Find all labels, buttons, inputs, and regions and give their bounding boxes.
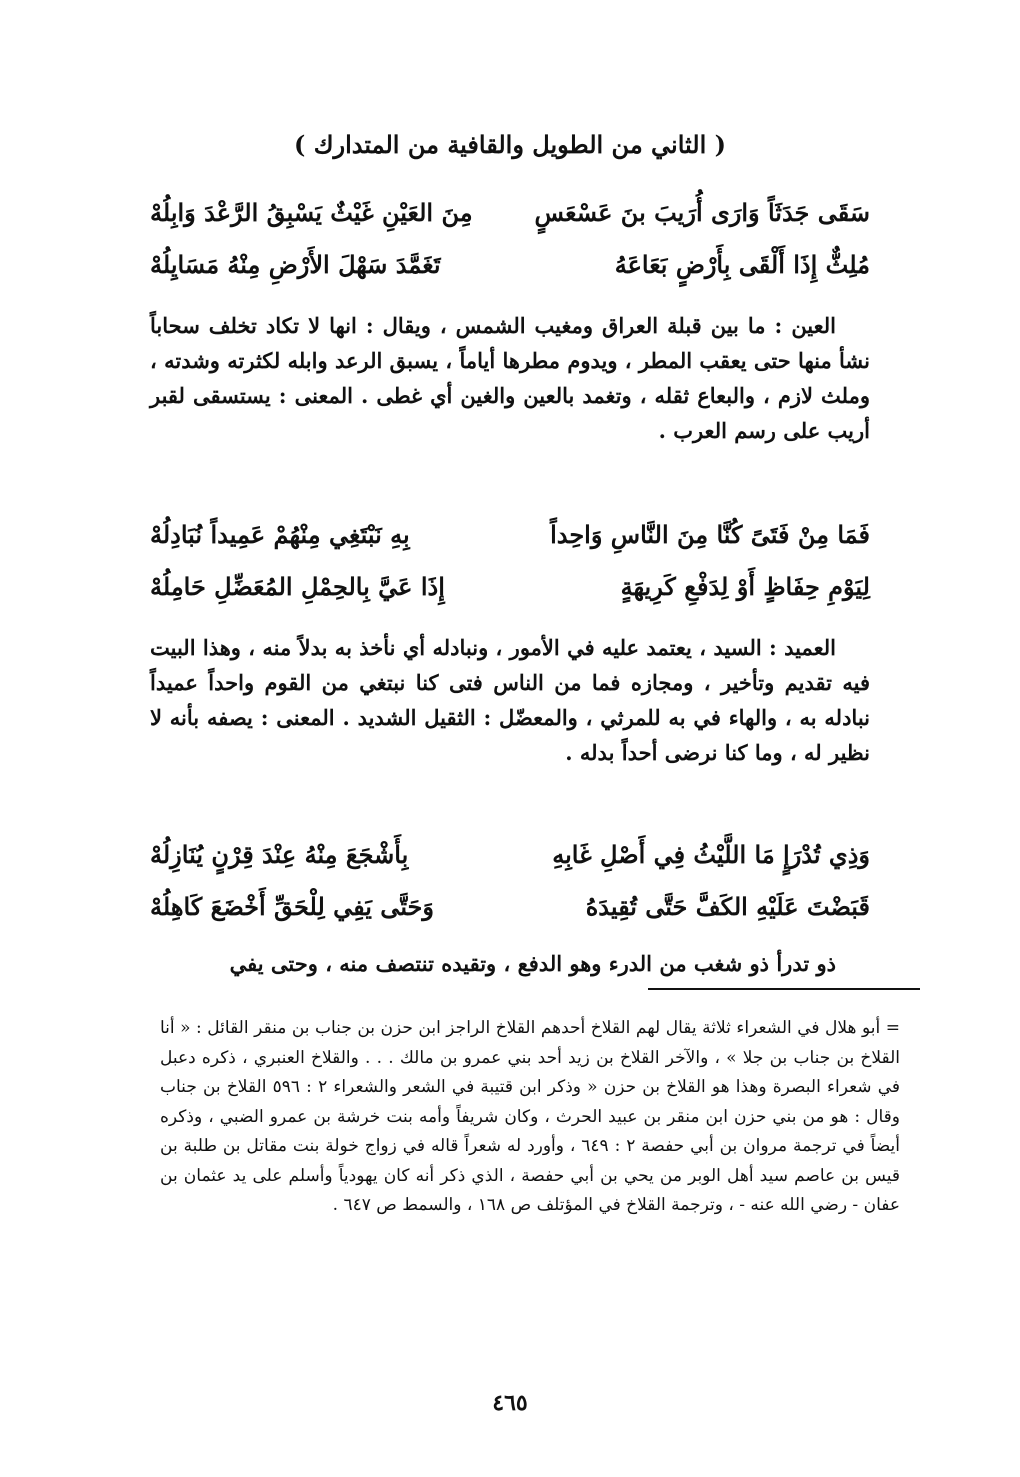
verse-line (150, 238, 870, 290)
verse-second-hemistich: بِهِ نَبْتَغِي مِنْهُمْ عَمِيداً نُبَادِلُهْ (150, 519, 410, 549)
commentary-paragraph-1: العين : ما بين قبلة العراق ومغيب الشمس ، ويقال : انها لا تكاد تخلف سحاباً نشأ منها حتى يعقب المطر ، ويدوم مطرها أياماً ، يسبق الرعد وابله لكثرته وشدته ، وملث لازم ، والبعاع ثقله ، وتغمد بالعين والغين أي غطى . المعنى : يستسقى لقبر أريب على رسم العرب . (150, 313, 870, 443)
verse-second-hemistich: تَغَمَّدَ سَهْلَ الأَرْضِ مِنْهُ مَسَايِلُهْ (150, 249, 441, 279)
verse-first-hemistich: لِيَوْمِ حِفَاظٍ أَوْ لِدَفْعِ كَرِيهَةٍ (620, 571, 870, 601)
verse-first-hemistich: فَمَا مِنْ فَتَىً كُنَّا مِنَ النَّاسِ وَاحِداً (550, 519, 870, 549)
verse-line (150, 828, 870, 880)
verse-line (150, 508, 870, 560)
verse-second-hemistich: بِأَشْجَعَ مِنْهُ عِنْدَ قِرْنٍ يُنَازِلُهْ (150, 839, 409, 869)
verse-first-hemistich: مُلِثٌّ إِذَا أَلْقَى بِأَرْضٍ بَعَاعَهُ (614, 249, 870, 279)
footnote-separator (648, 988, 920, 990)
verse-block-1 (150, 186, 870, 290)
verse-second-hemistich: إِذَا عَيَّ بِالحِمْلِ المُعَضِّلِ حَامِلُهْ (150, 571, 445, 601)
commentary-paragraph-3: ذو تدرأ ذو شغب من الدرء وهو الدفع ، وتقيده تنتصف منه ، وحتى يفي (229, 951, 836, 976)
footnotes (160, 1014, 900, 1221)
verse-line (150, 186, 870, 238)
verse-first-hemistich: قَبَضْتَ عَلَيْهِ الكَفَّ حَتَّى تُقِيدَهُ (585, 891, 870, 921)
verse-second-hemistich: مِنَ العَيْنِ غَيْثٌ يَسْبِقُ الرَّعْدَ وَابِلُهْ (150, 197, 473, 227)
verse-line (150, 880, 870, 932)
commentary-paragraph-2: العميد : السيد ، يعتمد عليه في الأمور ، ونبادله أي نأخذ به بدلاً منه ، وهذا البيت فيه تقديم وتأخير ، ومجازه فما من الناس فتى كنا نبتغي من القوم واحداً عميداً نبادله به ، والهاء في به للمرثي ، والمعضّل : الثقيل الشديد . المعنى : يصفه بأنه لا نظير له ، وما كنا نرضى أحداً بدله . (150, 635, 870, 765)
section-heading: ( الثاني من الطويل والقافية من المتدارك ) (294, 130, 726, 159)
verse-line (150, 560, 870, 612)
footnote-text: = أبو هلال في الشعراء ثلاثة يقال لهم القلاخ أحدهم القلاخ الراجز ابن حزن بن جناب بن منقر القائل : « أنا القلاخ بن جناب بن جلا » ، والآخر القلاخ بن زيد أحد بني عمرو بن مالك . . . والقلاخ العنبري ، ذكره دعبل في شعراء البصرة وهذا هو القلاخ بن حزن « وذكر ابن قتيبة في الشعر والشعراء ٢ : ٥٩٦ القلاخ بن جناب وقال : هو من بني حزن ابن منقر بن عبيد الحرث ، وكان شريفاً وأمه بنت خرشة بن عمرو الضبي ، وذكره أيضاً في ترجمة مروان بن أبي حفصة ٢ : ٦٤٩ ، وأورد له شعراً قاله في زواج خولة بنت مقاتل بن طلبة بن قيس بن عاصم سيد أهل الوبر من يحي بن أبي حفصة ، الذي ذكر أنه كان يهودياً وأسلم على يد عثمان بن عفان - رضي الله عنه - ، وترجمة القلاخ في المؤتلف ص ١٦٨ ، والسمط ص ٦٤٧ . (160, 1018, 900, 1215)
verse-second-hemistich: وَحَتَّى يَفِي لِلْحَقِّ أَخْضَعَ كَاهِلُهْ (150, 891, 434, 921)
page-number: ٤٦٥ (492, 1390, 528, 1416)
verse-first-hemistich: وَذِي تُدْرَإٍ مَا اللَّيْثُ فِي أَصْلِ غَابِهِ (552, 839, 870, 869)
verse-block-3 (150, 828, 870, 932)
verse-block-2 (150, 508, 870, 612)
verse-first-hemistich: سَقَى جَدَثَاً وَارَى أُرَيبَ بنَ عَسْعَسٍ (534, 197, 870, 227)
